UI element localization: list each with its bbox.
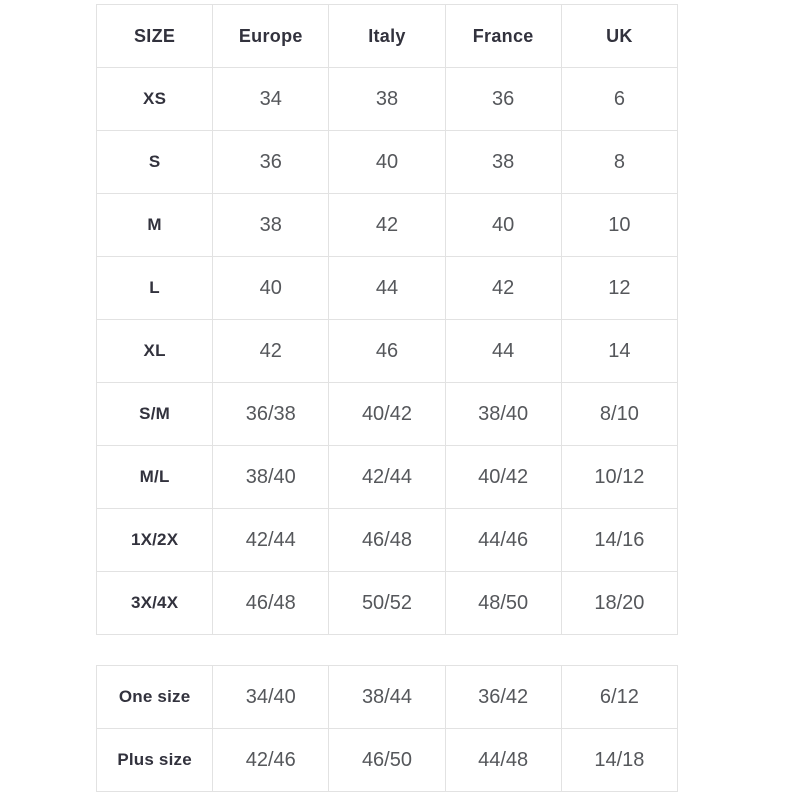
column-header-uk: UK [561, 5, 677, 68]
value-cell: 38 [329, 68, 445, 131]
value-cell: 8/10 [561, 383, 677, 446]
size-label: Plus size [97, 729, 213, 792]
value-cell: 46 [329, 320, 445, 383]
value-cell: 36 [445, 68, 561, 131]
value-cell: 14/16 [561, 509, 677, 572]
value-cell: 48/50 [445, 572, 561, 635]
value-cell: 44/48 [445, 729, 561, 792]
table-row-xl [97, 320, 678, 383]
table-row-xs [97, 68, 678, 131]
size-label: L [97, 257, 213, 320]
table-row-sm [97, 383, 678, 446]
value-cell: 40/42 [445, 446, 561, 509]
value-cell: 44 [445, 320, 561, 383]
one-size-table-body [97, 666, 678, 792]
value-cell: 6/12 [561, 666, 677, 729]
size-conversion-table [96, 4, 678, 635]
main-size-table-container [96, 4, 678, 635]
one-size-conversion-table [96, 665, 678, 792]
value-cell: 40 [213, 257, 329, 320]
value-cell: 38 [213, 194, 329, 257]
value-cell: 10/12 [561, 446, 677, 509]
value-cell: 42/44 [329, 446, 445, 509]
size-label: One size [97, 666, 213, 729]
value-cell: 42 [329, 194, 445, 257]
value-cell: 44 [329, 257, 445, 320]
size-table-body [97, 68, 678, 635]
table-row-m [97, 194, 678, 257]
value-cell: 36/42 [445, 666, 561, 729]
table-row-one-size [97, 666, 678, 729]
value-cell: 34 [213, 68, 329, 131]
size-label: XL [97, 320, 213, 383]
value-cell: 34/40 [213, 666, 329, 729]
value-cell: 42 [213, 320, 329, 383]
value-cell: 40 [445, 194, 561, 257]
size-label: M [97, 194, 213, 257]
value-cell: 38/40 [445, 383, 561, 446]
value-cell: 18/20 [561, 572, 677, 635]
value-cell: 44/46 [445, 509, 561, 572]
value-cell: 38 [445, 131, 561, 194]
size-label: 1X/2X [97, 509, 213, 572]
value-cell: 8 [561, 131, 677, 194]
size-table-header [97, 5, 678, 68]
column-header-italy: Italy [329, 5, 445, 68]
value-cell: 36 [213, 131, 329, 194]
value-cell: 38/44 [329, 666, 445, 729]
size-label: M/L [97, 446, 213, 509]
table-row-l [97, 257, 678, 320]
value-cell: 38/40 [213, 446, 329, 509]
value-cell: 46/48 [213, 572, 329, 635]
value-cell: 50/52 [329, 572, 445, 635]
value-cell: 40/42 [329, 383, 445, 446]
header-row [97, 5, 678, 68]
value-cell: 6 [561, 68, 677, 131]
value-cell: 14/18 [561, 729, 677, 792]
value-cell: 14 [561, 320, 677, 383]
size-label: S [97, 131, 213, 194]
size-label: S/M [97, 383, 213, 446]
column-header-europe: Europe [213, 5, 329, 68]
value-cell: 42/46 [213, 729, 329, 792]
value-cell: 12 [561, 257, 677, 320]
value-cell: 42 [445, 257, 561, 320]
table-row-plus-size [97, 729, 678, 792]
value-cell: 40 [329, 131, 445, 194]
value-cell: 46/50 [329, 729, 445, 792]
column-header-france: France [445, 5, 561, 68]
size-label: 3X/4X [97, 572, 213, 635]
table-row-s [97, 131, 678, 194]
value-cell: 36/38 [213, 383, 329, 446]
table-row-1x2x [97, 509, 678, 572]
column-header-size: SIZE [97, 5, 213, 68]
table-row-3x4x [97, 572, 678, 635]
table-row-ml [97, 446, 678, 509]
value-cell: 46/48 [329, 509, 445, 572]
value-cell: 42/44 [213, 509, 329, 572]
value-cell: 10 [561, 194, 677, 257]
one-size-table-container [96, 665, 678, 792]
size-label: XS [97, 68, 213, 131]
